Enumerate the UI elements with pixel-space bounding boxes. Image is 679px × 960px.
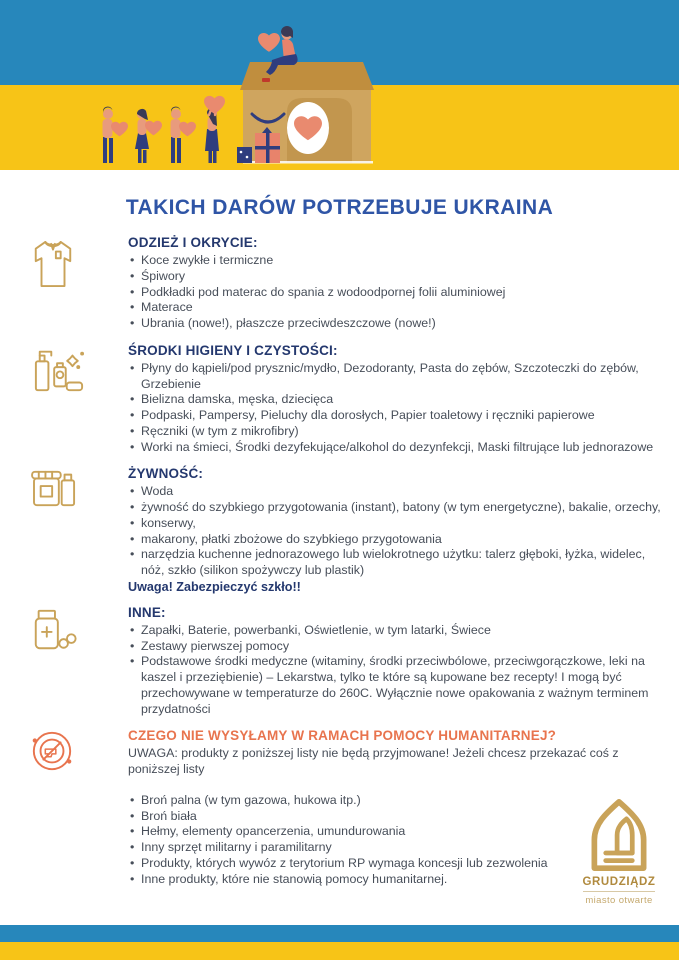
list-item: • Ubrania (nowe!), płaszcze przeciwdeszczowe (nowe!)	[128, 316, 661, 332]
flag-blue-band	[0, 925, 679, 942]
logo-tagline: miasto otwarte	[585, 895, 653, 906]
list-item: • Woda	[128, 484, 661, 500]
list-item: • Podstawowe środki medyczne (witaminy, środki przeciwbólowe, przeciwgorączkowe, leki na kaszel i przeziębienie) – Lekarstwa, tylko te które są kupowane bez recepty! I mogą być przechowywane w temperaturze do 260C. Wyłącznie nowe opakowania z ważnym terminem przydatności	[128, 654, 661, 717]
section-items	[128, 484, 661, 579]
list-item: • konserwy,	[128, 516, 661, 532]
section-hygiene	[26, 343, 661, 456]
list-item: • Podpaski, Pampersy, Pieluchy dla dorosłych, Papier toaletowy i ręczniki papierowe	[128, 408, 661, 424]
no-weapons-icon	[30, 729, 74, 773]
section-food	[26, 466, 661, 594]
medicine-bottle-icon	[30, 606, 78, 654]
list-item: • Worki na śmieci, Środki dezyfekujące/alkohol do dezynfekcji, Maski filtrujące lub jednorazowe	[128, 440, 661, 456]
list-item: • Podkładki pod materac do spania z wodoodpornej folii aluminiowej	[128, 285, 661, 301]
section-items	[128, 623, 661, 718]
flag-yellow-band	[0, 942, 679, 960]
donation-box-illustration	[0, 0, 679, 170]
sections-list	[0, 235, 679, 887]
jar-icon	[30, 467, 80, 509]
section-other	[26, 605, 661, 718]
section-heading: ŚRODKI HIGIENY I CZYSTOŚCI:	[128, 342, 338, 358]
footer-flag-bands	[0, 925, 679, 960]
list-item: • Bielizna damska, męska, dziecięca	[128, 392, 661, 408]
excluded-heading: CZEGO NIE WYSYŁAMY W RAMACH POMOCY HUMANITARNEJ?	[128, 728, 557, 744]
grudziadz-arch-logo	[583, 798, 655, 872]
section-excluded	[26, 728, 661, 887]
list-item: • Ręczniki (w tym z mikrofibry)	[128, 424, 661, 440]
list-item: • Produkty, których wywóz z terytorium RP wymaga koncesji lub zezwolenia	[128, 856, 661, 872]
section-heading: ŻYWNOŚĆ:	[128, 466, 204, 482]
section-items	[128, 253, 661, 332]
list-item: • Broń palna (w tym gazowa, hukowa itp.)	[128, 793, 661, 809]
list-item: • Zapałki, Baterie, powerbanki, Oświetlenie, w tym latarki, Świece	[128, 623, 661, 639]
logo-city-name: GRUDZIĄDZ	[582, 876, 656, 888]
list-item: • Płyny do kąpieli/pod prysznic/mydło, Dezodoranty, Pasta do zębów, Szczoteczki do zębów, Grzebienie	[128, 361, 661, 393]
list-item: • Hełmy, elementy opancerzenia, umundurowania	[128, 824, 661, 840]
header-banner	[0, 0, 679, 170]
logo-divider	[583, 891, 655, 892]
list-item: • Materace	[128, 300, 661, 316]
list-item: • narzędzia kuchenne jednorazowego lub wielokrotnego użytku: talerz głęboki, łyżka, widelec, nóż, szkło (silikon spożywczy lub plastik)	[128, 547, 661, 579]
list-item: • Inne produkty, które nie stanowią pomocy humanitarnej.	[128, 872, 661, 888]
list-item: • Inny sprzęt militarny i paramilitarny	[128, 840, 661, 856]
section-heading: ODZIEŻ I OKRYCIE:	[128, 235, 258, 250]
list-item: • Broń biała	[128, 809, 661, 825]
page-title: TAKICH DARÓW POTRZEBUJE UKRAINA	[125, 196, 554, 219]
tshirt-icon	[30, 236, 76, 292]
list-item: • Koce zwykłe i termiczne	[128, 253, 661, 269]
section-clothing	[26, 235, 661, 332]
city-logo	[571, 798, 667, 906]
list-item: • Śpiwory	[128, 269, 661, 285]
glass-warning-note: Uwaga! Zabezpieczyć szkło!!	[128, 579, 301, 594]
excluded-warning: UWAGA: produkty z poniższej listy nie będą przyjmowane! Jeżeli chcesz przekazać coś z poniższej listy	[128, 746, 619, 776]
list-item: • Zestawy pierwszej pomocy	[128, 639, 661, 655]
toiletries-icon	[30, 344, 88, 396]
section-items	[128, 361, 661, 456]
section-heading: INNE:	[128, 604, 166, 620]
list-item: • makarony, płatki zbożowe do szybkiego przygotowania	[128, 532, 661, 548]
list-item: • żywność do szybkiego przygotowania (instant), batony (w tym energetyczne), bakalie, orzechy,	[128, 500, 661, 516]
